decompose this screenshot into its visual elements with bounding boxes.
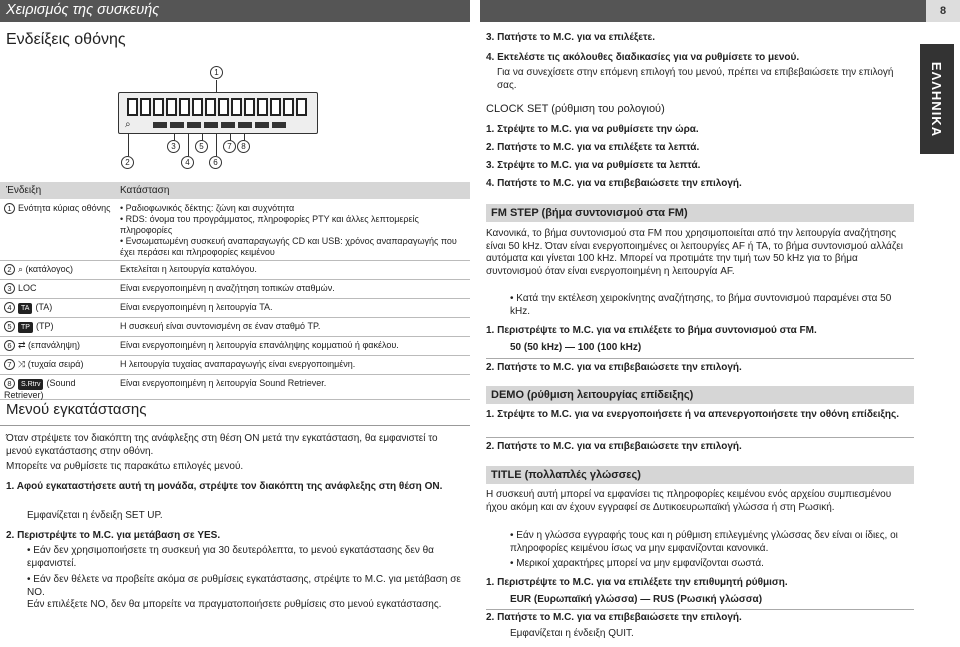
callout-6: 6: [209, 156, 222, 169]
clock-title: CLOCK SET (ρύθμιση του ρολογιού): [486, 103, 665, 115]
title-text: Η συσκευή αυτή μπορεί να εμφανίσει τις πληροφορίες κειμένου ενός αρχείου συμπιεσμένου ήχου ακόμη και αν έχουν εγγραφεί σε Δυτικοευρωπαϊκή γλώσσα ή στη Ρωσική.: [486, 489, 892, 513]
table-row: 6 ⇄ (επανάληψη) Είναι ενεργοποιημένη η λειτουργία επανάληψης κομματιού ή φακέλου.: [0, 338, 470, 356]
table-row: 2 ⌕ (κατάλογος) Εκτελείται η λειτουργία καταλόγου.: [0, 262, 470, 280]
install-menu-title: Μενού εγκατάστασης: [6, 401, 147, 418]
table-row: 7 ⤨ (τυχαία σειρά) Η λειτουργία τυχαίας αναπαραγωγής είναι ενεργοποιημένη.: [0, 357, 470, 375]
fm-step-header: FM STEP (βήμα συντονισμού στα FM): [486, 204, 914, 222]
clock-step: 2. Πατήστε το M.C. για να επιλέξετε τα λεπτά.: [486, 142, 700, 153]
demo-header: DEMO (ρύθμιση λειτουργίας επίδειξης): [486, 386, 914, 404]
table-header: [0, 182, 470, 199]
col-status: Κατάσταση: [120, 185, 170, 196]
callout-3: 3: [167, 140, 180, 153]
callout-8: 8: [237, 140, 250, 153]
table-row: 8 S.Rtrv (Sound Retriever) Είναι ενεργοποιημένη η λειτουργία Sound Retriever.: [0, 376, 470, 400]
col-indication: Ένδειξη: [6, 185, 42, 196]
title-step1: 1. Περιστρέψτε το M.C. για να επιλέξετε την επιθυμητή ρύθμιση.: [486, 577, 788, 588]
demo-step1: 1. Στρέψτε το M.C. για να ενεργοποιήσετε ή να απενεργοποιήσετε την οθόνη επίδειξης.: [486, 409, 899, 420]
header-bar: [0, 0, 470, 22]
step3: 3. Πατήστε το M.C. για να επιλέξετε.: [486, 32, 656, 43]
callout-4: 4: [181, 156, 194, 169]
install-step2: 2. Περιστρέψτε το M.C. για μετάβαση σε YES.: [6, 530, 221, 541]
table-row: 4 TA (TA) Είναι ενεργοποιημένη η λειτουργία TA.: [0, 300, 470, 318]
step4: 4. Εκτελέστε τις ακόλουθες διαδικασίες για να ρυθμίσετε το μενού.: [486, 52, 800, 63]
fm-step1: 1. Περιστρέψτε το M.C. για να επιλέξετε το βήμα συντονισμού στα FM.: [486, 325, 817, 336]
install-intro: Όταν στρέψετε τον διακόπτη της ανάφλεξης στη θέση ON μετά την εγκατάσταση, θα εμφανιστεί το μενού εγκατάστασης στην οθόνη.: [6, 433, 438, 457]
install-bullet1: • Εάν δεν χρησιμοποιήσετε τη συσκευή για 30 δευτερόλεπτα, το μενού εγκατάστασης δεν θα εμφανιστεί.: [27, 545, 434, 569]
install-intro2: Μπορείτε να ρυθμίσετε τις παρακάτω επιλογές μενού.: [6, 461, 244, 472]
clock-step: 1. Στρέψτε το M.C. για να ρυθμίσετε την ώρα.: [486, 124, 699, 135]
fm-bullet: • Κατά την εκτέλεση χειροκίνητης αναζήτησης, το βήμα συντονισμού παραμένει στα 50 kHz.: [510, 293, 892, 317]
install-step1: 1. Αφού εγκαταστήσετε αυτή τη μονάδα, στρέψτε τον διακόπτη της ανάφλεξης στη θέση ON.: [6, 481, 443, 492]
table-row: 1 Ενότητα κύριας οθόνης • Ραδιοφωνικός δέκτης: ζώνη και συχνότητα • RDS: όνομα του προγράμματος, πληροφορίες PTY και άλλες λεπτομερείς πληροφορίες • Ενσωματωμένη συσκευή αναπαραγωγής CD και USB: χρόνος αναπαραγωγής που έχει περάσει και πληροφορίες κειμένου: [0, 201, 470, 261]
repeat-icon: ⇄: [18, 340, 29, 350]
clock-step: 4. Πατήστε το M.C. για να επιβεβαιώσετε την επιλογή.: [486, 178, 742, 189]
step4-note: Για να συνεχίσετε στην επόμενη επιλογή του μενού, πρέπει να επιβεβαιώσετε την επιλογή σας.: [497, 67, 894, 91]
install-step1-note: Εμφανίζεται η ένδειξη SET UP.: [27, 510, 163, 521]
title-bullet2: • Μερικοί χαρακτήρες μπορεί να μην εμφανίζονται σωστά.: [510, 558, 764, 569]
table-row: 3 LOC Είναι ενεργοποιημένη η αναζήτηση τοπικών σταθμών.: [0, 281, 470, 299]
clock-step: 3. Στρέψτε το M.C. για να ρυθμίσετε τα λεπτά.: [486, 160, 701, 171]
fm-text: Κανονικά, το βήμα συντονισμού στα FM που χρησιμοποιείται από την λειτουργία αναζήτησης είναι 50 kHz. Όταν είναι ενεργοποιημένες οι λειτουργίες AF ή TA, το βήμα συντονισμού αλλάζει αυτόματα και γίνεται 100 kHz. Μπορεί να προτιμάτε την τιμή των 50 kHz για το βήμα συντονισμού όταν είναι ενεργοποιημένη η λειτουργία AF.: [486, 228, 903, 277]
display-diagram: [118, 64, 318, 174]
install-bullet2-note: Εάν επιλέξετε NO, δεν θα μπορείτε να πραγματοποιήσετε ρυθμίσεις στο μενού εγκατάστασης.: [27, 599, 442, 610]
header-bar-right: [480, 0, 960, 22]
callout-2: 2: [121, 156, 134, 169]
page-number: 8: [926, 0, 960, 22]
demo-step2: 2. Πατήστε το M.C. για να επιβεβαιώσετε την επιλογή.: [486, 441, 742, 452]
title-bullet1: • Εάν η γλώσσα εγγραφής τους και η ρύθμιση επιλεγμένης γλώσσας δεν είναι οι ίδιες, οι πληροφορίες κειμένου ίσως να μην εμφανίζονται κανονικά.: [510, 530, 898, 554]
title-step2: 2. Πατήστε το M.C. για να επιβεβαιώσετε την επιλογή.: [486, 612, 742, 623]
section-title: Χειρισμός της συσκευής: [6, 2, 160, 18]
lcd-panel: [118, 92, 318, 134]
display-section-title: Ενδείξεις οθόνης: [6, 31, 126, 48]
callout-7: 7: [223, 140, 236, 153]
language-tab: ΕΛΛΗΝΙΚΑ: [920, 44, 954, 154]
fm-step2: 2. Πατήστε το M.C. για να επιβεβαιώσετε την επιλογή.: [486, 362, 742, 373]
title-step2-note: Εμφανίζεται η ένδειξη QUIT.: [510, 628, 634, 639]
search-icon: ⌕: [125, 119, 131, 130]
callout-1: 1: [210, 66, 223, 79]
divider: [0, 425, 470, 426]
callout-5: 5: [195, 140, 208, 153]
table-row: 5 TP (TP) Η συσκευή είναι συντονισμένη σε έναν σταθμό TP.: [0, 319, 470, 337]
fm-step1-note: 50 (50 kHz) — 100 (100 kHz): [510, 342, 642, 353]
search-icon: ⌕: [18, 264, 26, 274]
title-header: TITLE (πολλαπλές γλώσσες): [486, 466, 914, 484]
install-bullet2: • Εάν δεν θέλετε να προβείτε ακόμα σε ρυθμίσεις εγκατάστασης, στρέψτε το M.C. για μετάβαση σε NO.: [27, 574, 461, 598]
title-step1-note: EUR (Ευρωπαϊκή γλώσσα) — RUS (Ρωσική γλώσσα): [510, 594, 763, 605]
shuffle-icon: ⤨: [18, 359, 28, 369]
